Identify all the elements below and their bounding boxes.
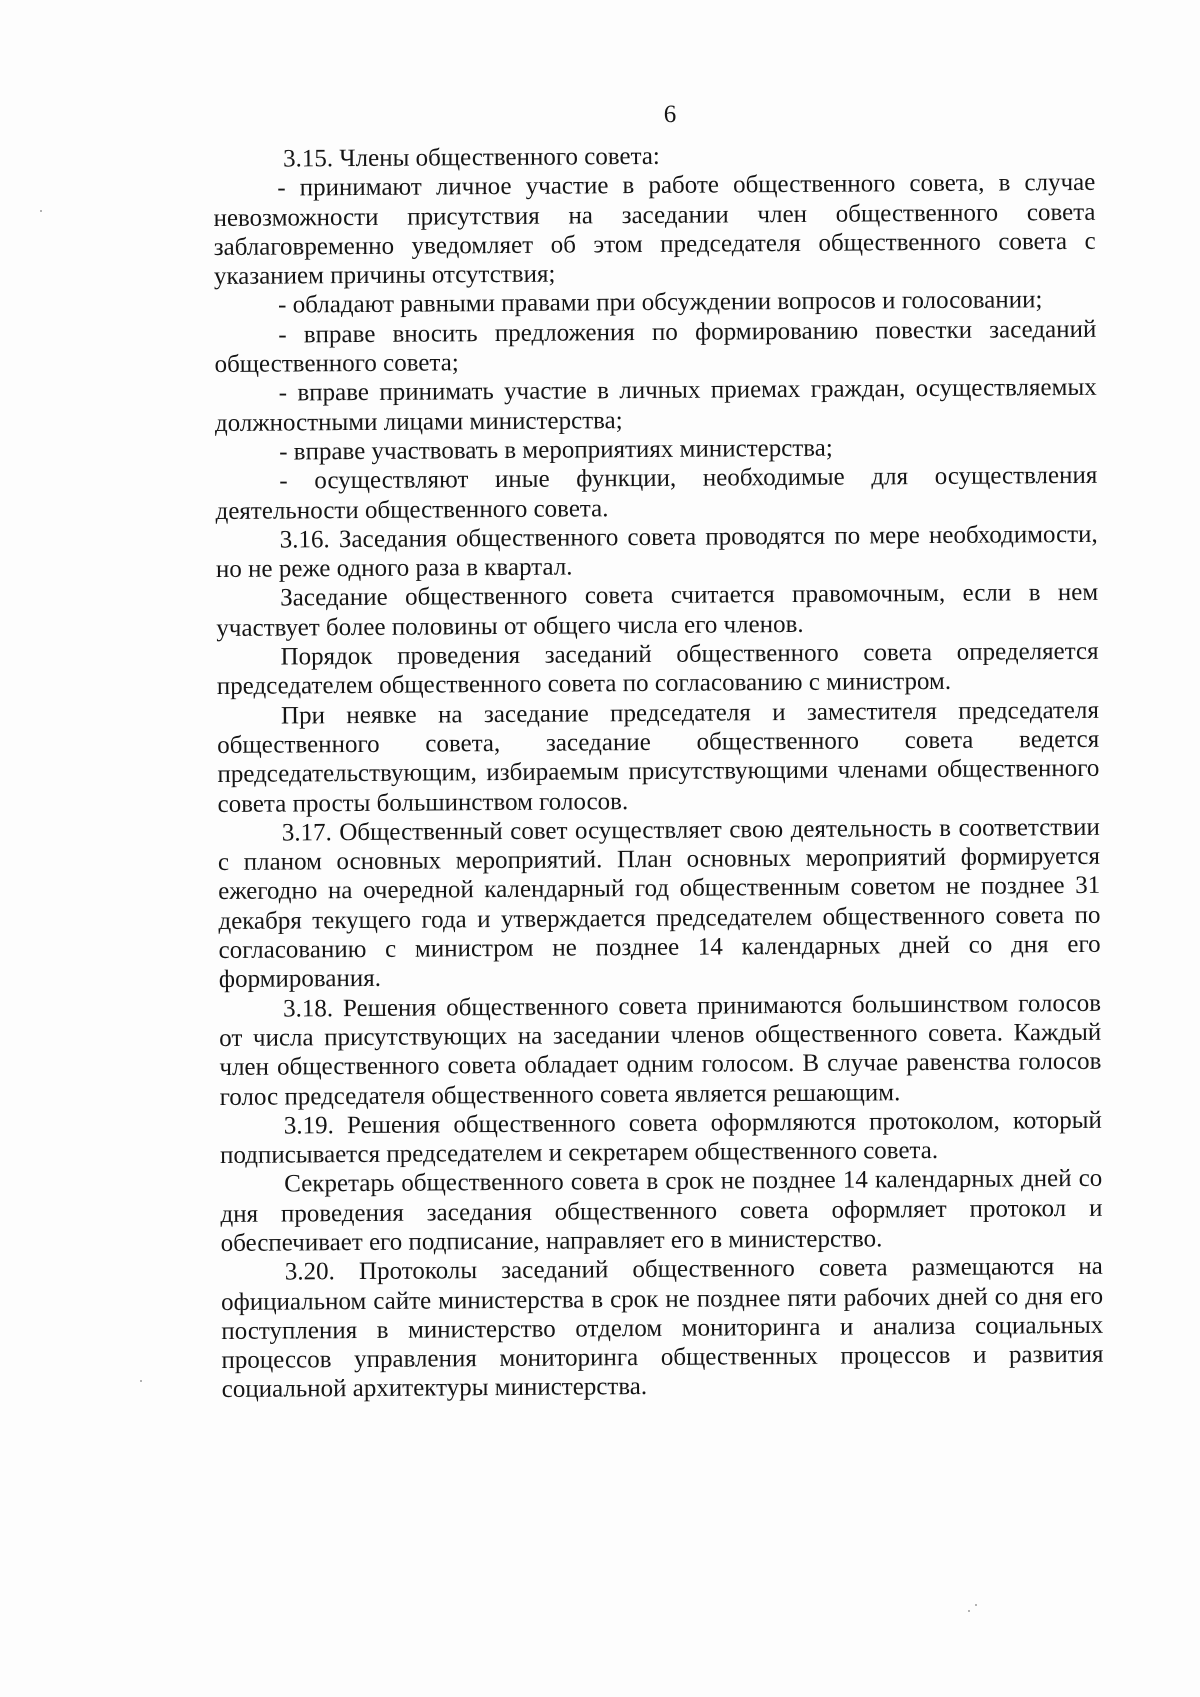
- clause-3-15-item-3: - вправе вносить предложения по формированию повестки заседаний общественного совета;: [214, 315, 1097, 379]
- clause-3-18: 3.18. Решения общественного совета принимаются большинством голосов от числа присутствующих на заседании членов общественного совета. Каждый член общественного совета обладает одним голосом. В случае равенства голосов голос председателя общественного совета является решающим.: [219, 989, 1102, 1111]
- clause-3-16: 3.16. Заседания общественного совета проводятся по мере необходимости, но не реже одного раза в квартал.: [215, 520, 1098, 584]
- clause-3-15-item-6: - осуществляют иные функции, необходимые для осуществления деятельности общественного совета.: [215, 462, 1098, 525]
- clause-3-15-item-2: - обладают равными правами при обсуждении вопросов и голосовании;: [278, 286, 1043, 320]
- clause-3-19: 3.19. Решения общественного совета оформляются протоколом, который подписывается председателем и секретарем общественного совета.: [219, 1106, 1102, 1170]
- clause-3-15-item-4: - вправе принимать участие в личных приемах граждан, осуществляемых должностными лицами министерства;: [214, 374, 1097, 437]
- clause-3-20: 3.20. Протоколы заседаний общественного совета размещаются на официальном сайте министерства в срок не позднее пяти рабочих дней со дня его поступления в министерство отделом мониторинга и анализа социальных процессов управления мониторинга общественных процессов и развития социальной архитектуры министерства.: [220, 1253, 1104, 1404]
- page-number: 6: [663, 101, 677, 128]
- clause-3-15-heading: 3.15. Члены общественного совета:: [283, 142, 660, 173]
- scan-speck: [975, 1604, 977, 1606]
- clause-3-16-quorum: Заседание общественного совета считается правомочным, если в нем участвует более половины от общего числа его членов.: [216, 579, 1099, 642]
- clause-3-15-item-1: - принимают личное участие в работе общественного совета, в случае невозможности присутствия на заседании член общественного совета заблаговременно уведомляет об этом председателя общественного совета с указанием причины отсутствия;: [213, 169, 1096, 291]
- document-body: [213, 139, 1104, 1405]
- scan-speck: [968, 1610, 970, 1612]
- clause-3-19-secretary: Секретарь общественного совета в срок не позднее 14 календарных дней со дня проведения заседания общественного совета оформляет протокол и обеспечивает его подписание, направляет его в министерство.: [220, 1165, 1103, 1257]
- clause-3-16-procedure: Порядок проведения заседаний общественного совета определяется председателем общественного совета по согласованию с министром.: [216, 637, 1099, 701]
- clause-3-16-absence: При неявке на заседание председателя и заместителя председателя общественного совета, заседание общественного совета ведется председательствующим, избираемым присутствующими членами общественного совета просты большинством голосов.: [217, 696, 1100, 818]
- scan-speck: [40, 210, 42, 212]
- clause-3-15-item-5: - вправе участвовать в мероприятиях министерства;: [279, 434, 833, 466]
- clause-3-17: 3.17. Общественный совет осуществляет свою деятельность в соответствии с планом основных мероприятий. План основных мероприятий формируется ежегодно на очередной календарный год общественным советом не позднее 31 декабря текущего года и утверждается председателем общественного совета по согласованию с министром не позднее 14 календарных дней со дня его формирования.: [217, 813, 1101, 994]
- scan-speck: [140, 1380, 142, 1382]
